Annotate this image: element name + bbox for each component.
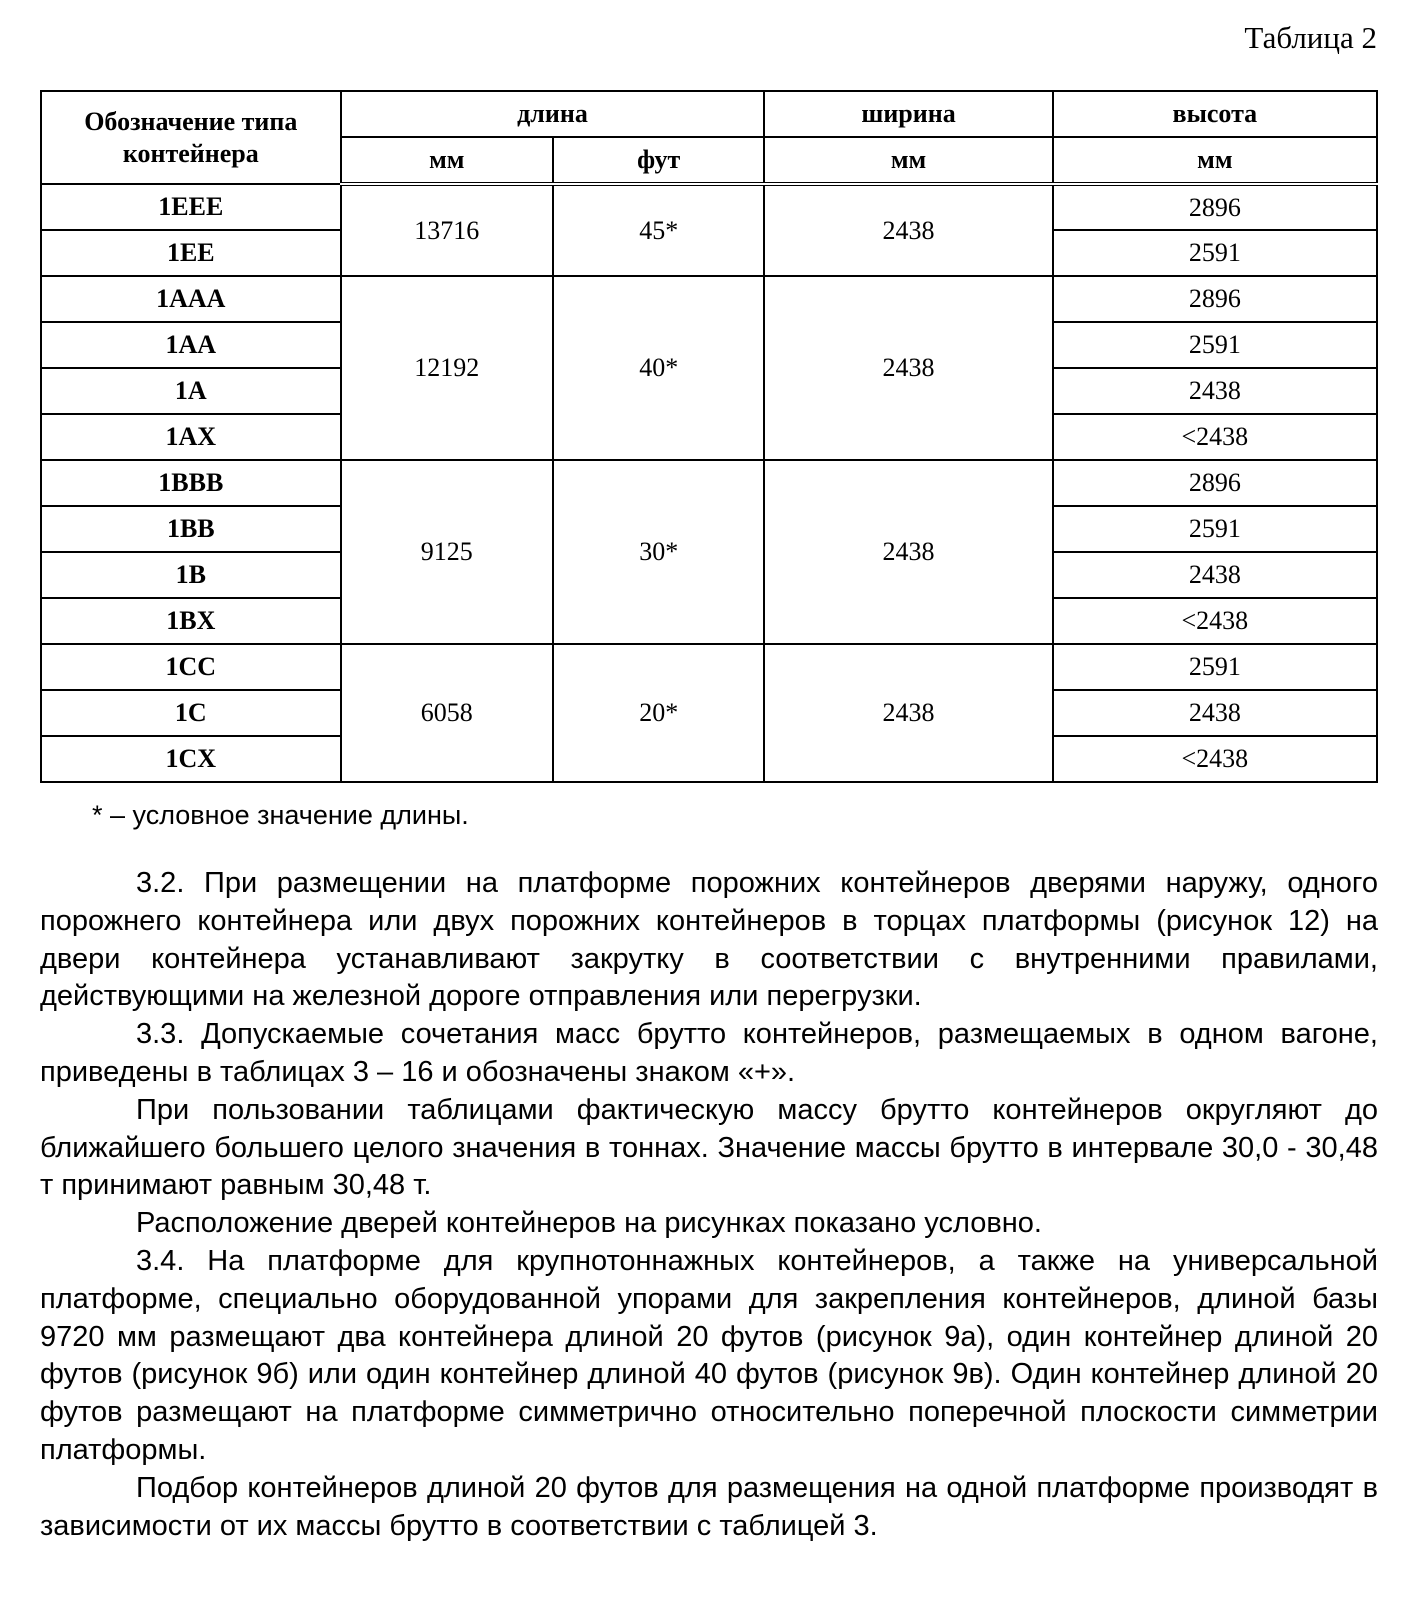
header-length-mm: мм	[341, 137, 553, 184]
height-mm: 2896	[1053, 276, 1377, 322]
height-mm: 2591	[1053, 506, 1377, 552]
height-mm: 2438	[1053, 552, 1377, 598]
height-mm: 2591	[1053, 644, 1377, 690]
height-mm: <2438	[1053, 736, 1377, 782]
paragraph-selection: Подбор контейнеров длиной 20 футов для размещения на одной платформе производят в зависимости от их массы брутто в соответствии с таблицей 3.	[40, 1471, 1378, 1542]
paragraph-3-4: 3.4. На платформе для крупнотоннажных контейнеров, а также на универсальной платформе, специально оборудованной упорами для закрепления контейнеров, длиной базы 9720 мм размещают два контейнера длиной 20 футов (рисунок 9а), один контейнер длиной 20 футов (рисунок 9б) или один контейнер длиной 40 футов (рисунок 9в). Один контейнер длиной 20 футов размещают на платформе симметрично относительно поперечной плоскости симметрии платформы.	[40, 1244, 1378, 1466]
paragraph-rounding: При пользовании таблицами фактическую массу брутто контейнеров округляют до ближайшего большего целого значения в тоннах. Значение массы брутто в интервале 30,0 - 30,48 т принимают равным 30,48 т.	[40, 1093, 1378, 1202]
paragraph-doors: Расположение дверей контейнеров на рисунках показано условно.	[136, 1207, 1042, 1240]
paragraph-3-2: 3.2. При размещении на платформе порожних контейнеров дверями наружу, одного порожнего контейнера или двух порожних контейнеров в торцах платформы (рисунок 12) на двери контейнера устанавливают закрутку в соответствии с внутренними правилами, действующими на железной дороге отправления или перегрузки.	[40, 867, 1378, 1013]
header-width-mm: мм	[764, 137, 1052, 184]
length-mm: 6058	[341, 644, 553, 782]
header-width: ширина	[764, 91, 1052, 137]
table-row	[41, 460, 1377, 506]
container-dimensions-table	[40, 90, 1378, 783]
height-mm: <2438	[1053, 414, 1377, 460]
height-mm: 2896	[1053, 460, 1377, 506]
length-mm: 12192	[341, 276, 553, 460]
header-height: высота	[1053, 91, 1377, 137]
container-code: 1BX	[41, 598, 341, 644]
length-ft: 40*	[553, 276, 764, 460]
container-code: 1CX	[41, 736, 341, 782]
height-mm: 2438	[1053, 368, 1377, 414]
container-code: 1CC	[41, 644, 341, 690]
width-mm: 2438	[764, 644, 1052, 782]
width-mm: 2438	[764, 460, 1052, 644]
container-code: 1B	[41, 552, 341, 598]
paragraph-3-3: 3.3. Допускаемые сочетания масс брутто контейнеров, размещаемых в одном вагоне, приведены в таблицах 3 – 16 и обозначены знаком «+».	[40, 1018, 1378, 1088]
header-type: Обозначение типа контейнера	[41, 91, 341, 184]
table-caption: Таблица 2	[1244, 20, 1377, 55]
container-code: 1BB	[41, 506, 341, 552]
table-footnote: * – условное значение длины.	[92, 800, 469, 830]
width-mm: 2438	[764, 276, 1052, 460]
height-mm: 2896	[1053, 184, 1377, 230]
length-mm: 9125	[341, 460, 553, 644]
table-row	[41, 276, 1377, 322]
container-code: 1AA	[41, 322, 341, 368]
length-ft: 45*	[553, 184, 764, 276]
length-ft: 30*	[553, 460, 764, 644]
width-mm: 2438	[764, 184, 1052, 276]
body-text	[40, 865, 1378, 1545]
height-mm: 2591	[1053, 230, 1377, 276]
header-height-mm: мм	[1053, 137, 1377, 184]
container-code: 1BBB	[41, 460, 341, 506]
container-code: 1AAA	[41, 276, 341, 322]
container-code: 1EE	[41, 230, 341, 276]
height-mm: <2438	[1053, 598, 1377, 644]
table-row	[41, 644, 1377, 690]
container-code: 1EEE	[41, 184, 341, 230]
height-mm: 2438	[1053, 690, 1377, 736]
container-code: 1A	[41, 368, 341, 414]
container-code: 1C	[41, 690, 341, 736]
length-mm: 13716	[341, 184, 553, 276]
length-ft: 20*	[553, 644, 764, 782]
table-row	[41, 184, 1377, 230]
header-length-ft: фут	[553, 137, 764, 184]
container-code: 1AX	[41, 414, 341, 460]
header-length: длина	[341, 91, 765, 137]
height-mm: 2591	[1053, 322, 1377, 368]
